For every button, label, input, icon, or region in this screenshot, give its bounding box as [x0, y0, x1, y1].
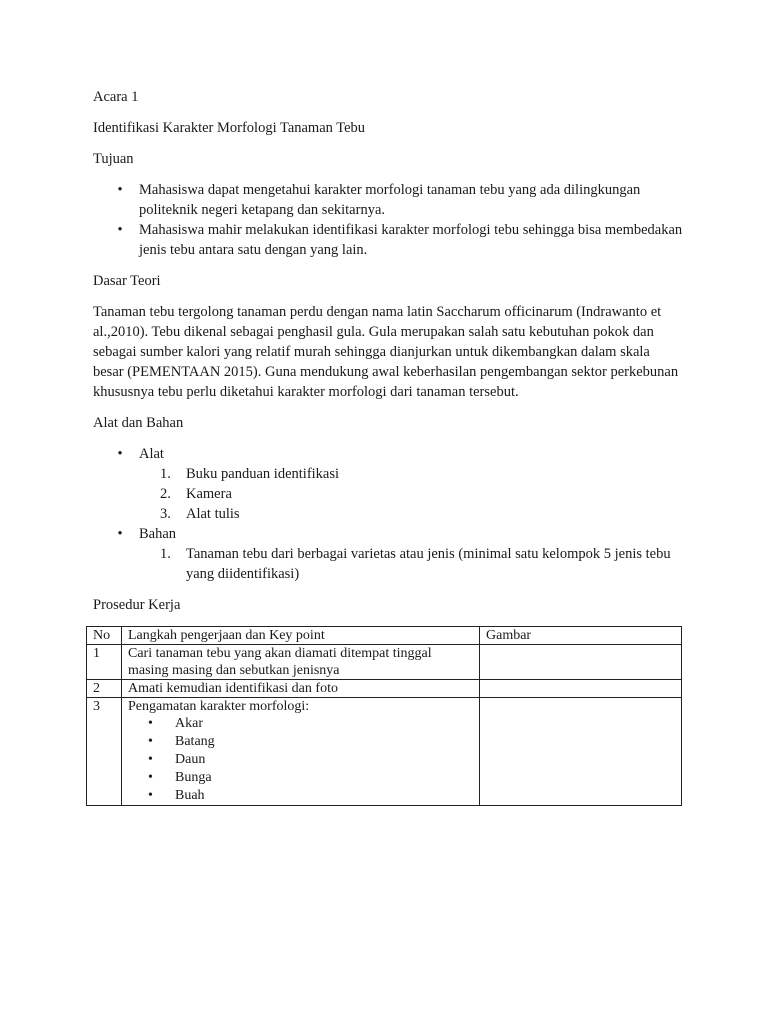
bullet-icon: •: [148, 770, 153, 785]
prosedur-heading: Prosedur Kerja: [93, 597, 181, 613]
list-item: [128, 751, 473, 769]
alat-item-text: Alat tulis: [186, 506, 240, 522]
header-no: No: [87, 627, 122, 645]
bullet-icon: •: [148, 788, 153, 803]
bahan-numbered-list: [93, 544, 683, 584]
alat-numbered-list: [93, 464, 683, 524]
row-step: Amati kemudian identifikasi dan foto: [122, 680, 480, 698]
row-no: 3: [87, 698, 122, 806]
tujuan-item-text: Mahasiswa dapat mengetahui karakter morfologi tanaman tebu yang ada dilingkungan politeknik negeri ketapang dan sekitarnya.: [139, 182, 641, 218]
list-item: 2. Kamera: [160, 486, 232, 502]
row-gambar: [480, 698, 682, 806]
row-step: Cari tanaman tebu yang akan diamati ditempat tinggal masing masing dan sebutkan jenisnya: [122, 645, 480, 680]
list-item: [128, 715, 473, 733]
document-title: Identifikasi Karakter Morfologi Tanaman Tebu: [93, 120, 366, 136]
table-row: [87, 698, 682, 806]
table-row: [87, 645, 682, 680]
bahan-label: Bahan: [139, 526, 177, 542]
header-langkah: Langkah pengerjaan dan Key point: [122, 627, 480, 645]
morfologi-list: [128, 715, 473, 805]
list-item: 1. Tanaman tebu dari berbagai varietas atau jenis (minimal satu kelompok 5 jenis tebu yang diidentifikasi): [160, 546, 671, 582]
row-step: Pengamatan karakter morfologi:: [128, 699, 310, 714]
row-gambar: [480, 645, 682, 680]
alat-item-text: Kamera: [186, 486, 232, 502]
bullet-icon: •: [117, 446, 123, 462]
bullet-icon: •: [148, 716, 153, 731]
morfologi-item: Bunga: [175, 770, 212, 785]
tujuan-heading: Tujuan: [93, 151, 134, 167]
prosedur-table: [86, 626, 682, 806]
bullet-icon: •: [117, 526, 123, 542]
bahan-sublist-container: [93, 544, 683, 584]
alat-bahan-list: [93, 444, 683, 584]
table-row: [87, 680, 682, 698]
tujuan-list: [93, 180, 683, 260]
morfologi-item: Daun: [175, 752, 206, 767]
list-item: [93, 444, 683, 464]
bahan-item-text: Tanaman tebu dari berbagai varietas atau jenis (minimal satu kelompok 5 jenis tebu yang diidentifikasi): [186, 546, 671, 582]
list-item: [93, 220, 683, 260]
header-gambar: Gambar: [480, 627, 682, 645]
list-item: 1. Buku panduan identifikasi: [160, 466, 340, 482]
dasar-teori-heading: Dasar Teori: [93, 273, 161, 289]
alat-sublist-container: [93, 464, 683, 524]
alat-bahan-heading: Alat dan Bahan: [93, 415, 184, 431]
list-item: [93, 524, 683, 544]
list-item: [128, 733, 473, 751]
alat-item-text: Buku panduan identifikasi: [186, 466, 340, 482]
morfologi-item: Batang: [175, 734, 215, 749]
bullet-icon: •: [117, 182, 123, 198]
row-no: 2: [87, 680, 122, 698]
bullet-icon: •: [148, 734, 153, 749]
morfologi-item: Akar: [175, 716, 203, 731]
row-gambar: [480, 680, 682, 698]
morfologi-item: Buah: [175, 788, 205, 803]
alat-label: Alat: [139, 446, 164, 462]
dasar-teori-paragraph: Tanaman tebu tergolong tanaman perdu dengan nama latin Saccharum officinarum (Indrawanto et al.,2010). Tebu dikenal sebagai penghasil gula. Gula merupakan salah satu kebutuhan pokok dan sebagai sumber kalori yang relatif murah sehingga dianjurkan untuk dikembangkan dalam skala besar (PEMENTAAN 2015). Guna mendukung awal keberhasilan pengembangan sektor perkebunan khususnya tebu perlu diketahui karakter morfologi dari tanaman tersebut.: [93, 304, 679, 400]
row-no: 1: [87, 645, 122, 680]
list-item: 3. Alat tulis: [160, 506, 240, 522]
bullet-icon: •: [117, 222, 123, 238]
acara-label: Acara 1: [93, 89, 139, 105]
list-item: [128, 769, 473, 787]
document-body: [93, 87, 683, 806]
list-item: [128, 787, 473, 805]
list-item: [93, 180, 683, 220]
row-step-cell: [122, 698, 480, 806]
bullet-icon: •: [148, 752, 153, 767]
table-header-row: [87, 627, 682, 645]
tujuan-item-text: Mahasiswa mahir melakukan identifikasi karakter morfologi tebu sehingga bisa membedakan jenis tebu antara satu dengan yang lain.: [139, 222, 683, 258]
